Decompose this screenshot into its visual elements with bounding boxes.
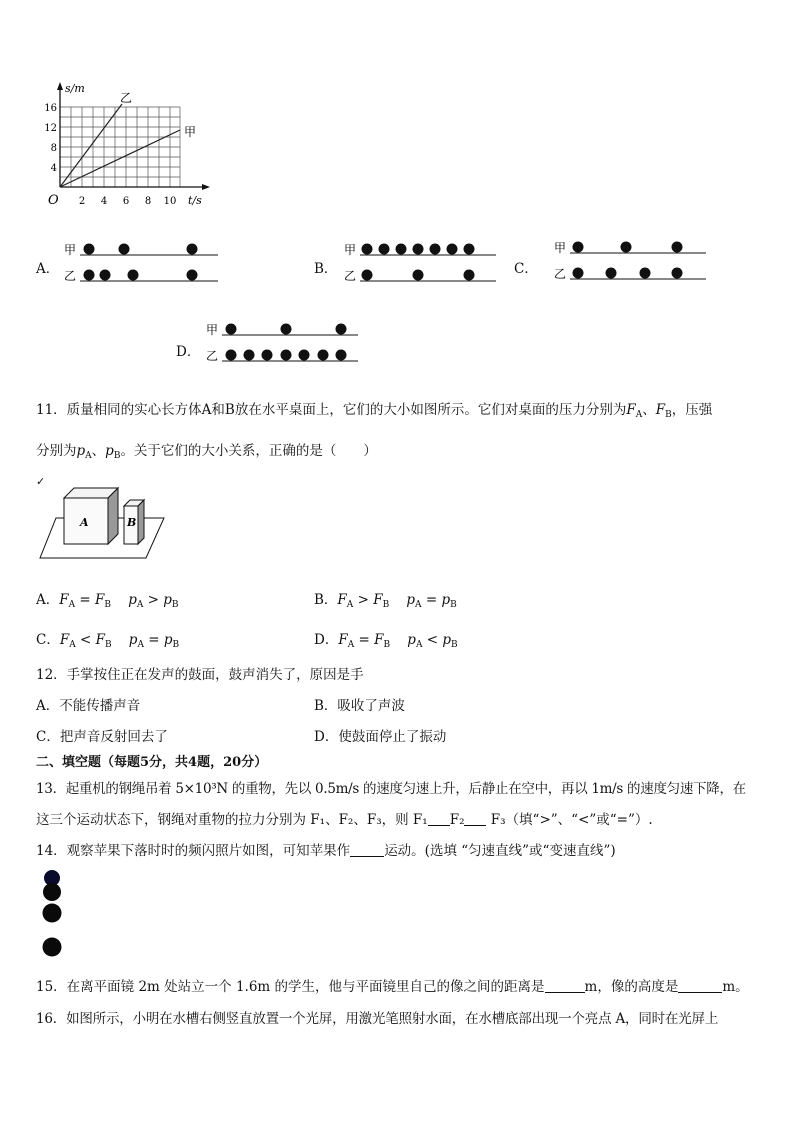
y-tick-12: 12 [44, 123, 57, 134]
q12-stem: 12．手掌按住正在发声的鼓面，鼓声消失了，原因是手 [36, 667, 364, 683]
row-yi-label: 乙 [344, 269, 357, 283]
q13-blank-1[interactable] [428, 813, 450, 826]
line-yi [60, 104, 122, 187]
q15-blank-2[interactable] [678, 980, 722, 993]
x-tick-2: 2 [78, 196, 86, 207]
q12-option-b[interactable]: B．吸收了声波 [314, 698, 405, 714]
q10-option-a-diagram [62, 238, 222, 288]
q16-line1: 16．如图所示，小明在水槽右侧竖直放置一个光屏，用激光笔照射水面，在水槽底部出现一个亮点 A，同时在光屏上 [36, 1011, 719, 1027]
q10-option-b-label[interactable]: B． [314, 261, 338, 277]
row-yi-label: 乙 [206, 349, 219, 363]
y-tick-16: 16 [44, 103, 57, 114]
q11-option-d[interactable]: D．$F_A = F_B$ $p_A < p_B$ [314, 632, 458, 650]
s-t-graph [38, 80, 223, 215]
q10-option-b-diagram [342, 238, 502, 288]
row-jia-label: 甲 [554, 241, 567, 255]
x-tick-6: 6 [122, 196, 130, 207]
q10-option-d-label[interactable]: D． [176, 344, 201, 360]
q11-option-b[interactable]: B．$F_A > F_B$ $p_A = p_B$ [314, 592, 457, 610]
check-mark-icon: ✓ [36, 475, 46, 488]
apple-flash-photo [40, 868, 66, 960]
line-yi-label: 乙 [120, 91, 133, 105]
q13-blank-2[interactable] [464, 813, 486, 826]
q11-stem-line2: 分别为$p_A$、$p_B$。关于它们的大小关系，正确的是（ ） [36, 443, 377, 461]
x-tick-8: 8 [144, 196, 152, 207]
q11-stem-line1: 11．质量相同的实心长方体A和B放在水平桌面上，它们的大小如图所示。它们对桌面的压力分别为$F_A$、$F_B$，压强 [36, 402, 713, 420]
line-jia [60, 130, 180, 187]
x-tick-10: 10 [163, 196, 177, 207]
y-axis-label: s/m [65, 82, 85, 95]
block-a-label: A [80, 516, 89, 529]
row-jia-label: 甲 [344, 243, 357, 257]
line-jia-label: 甲 [184, 125, 197, 139]
q14-stem: 14．观察苹果下落时时的频闪照片如图，可知苹果作 运动。(选填 “匀速直线”或“变速直线”) [36, 843, 616, 859]
q12-option-c[interactable]: C．把声音反射回去了 [36, 729, 168, 745]
q14-blank[interactable] [350, 844, 384, 857]
q12-option-d[interactable]: D．使鼓面停止了振动 [314, 729, 447, 745]
q12-option-a[interactable]: A．不能传播声音 [36, 698, 141, 714]
row-yi-label: 乙 [554, 267, 567, 281]
row-jia-label: 甲 [206, 323, 219, 337]
section-heading: 二、填空题（每题5分，共4题，20分） [36, 755, 268, 770]
q15-blank-1[interactable] [545, 980, 585, 993]
q13-line2: 这三个运动状态下，钢绳对重物的拉力分别为 F₁、F₂、F₃，则 F₁ F₂ F₃（填“>”、“<”或“=”）. [36, 812, 653, 828]
q11-blocks-diagram [38, 482, 168, 562]
q10-option-c-diagram [552, 236, 712, 286]
x-axis-label: t/s [188, 194, 202, 207]
q11-option-c[interactable]: C．$F_A < F_B$ $p_A = p_B$ [36, 632, 180, 650]
origin-label: O [48, 193, 59, 208]
y-tick-8: 8 [50, 143, 57, 154]
row-yi-label: 乙 [64, 269, 77, 283]
q15-stem: 15．在离平面镜 2m 处站立一个 1.6m 的学生，他与平面镜里自己的像之间的距离是 m，像的高度是 m。 [36, 979, 749, 995]
q10-option-a-label[interactable]: A． [36, 261, 60, 277]
row-jia-label: 甲 [64, 243, 77, 257]
x-tick-4: 4 [100, 196, 108, 207]
y-tick-4: 4 [50, 163, 57, 174]
block-b-label: B [127, 516, 137, 529]
q11-option-a[interactable]: A．$F_A = F_B$ $p_A > p_B$ [36, 592, 179, 610]
q13-line1: 13．起重机的钢绳吊着 5×10³N 的重物，先以 0.5m/s 的速度匀速上升，后静止在空中，再以 1m/s 的速度匀速下降，在 [36, 781, 746, 797]
q10-option-d-diagram [204, 318, 364, 368]
q10-option-c-label[interactable]: C． [514, 261, 538, 277]
